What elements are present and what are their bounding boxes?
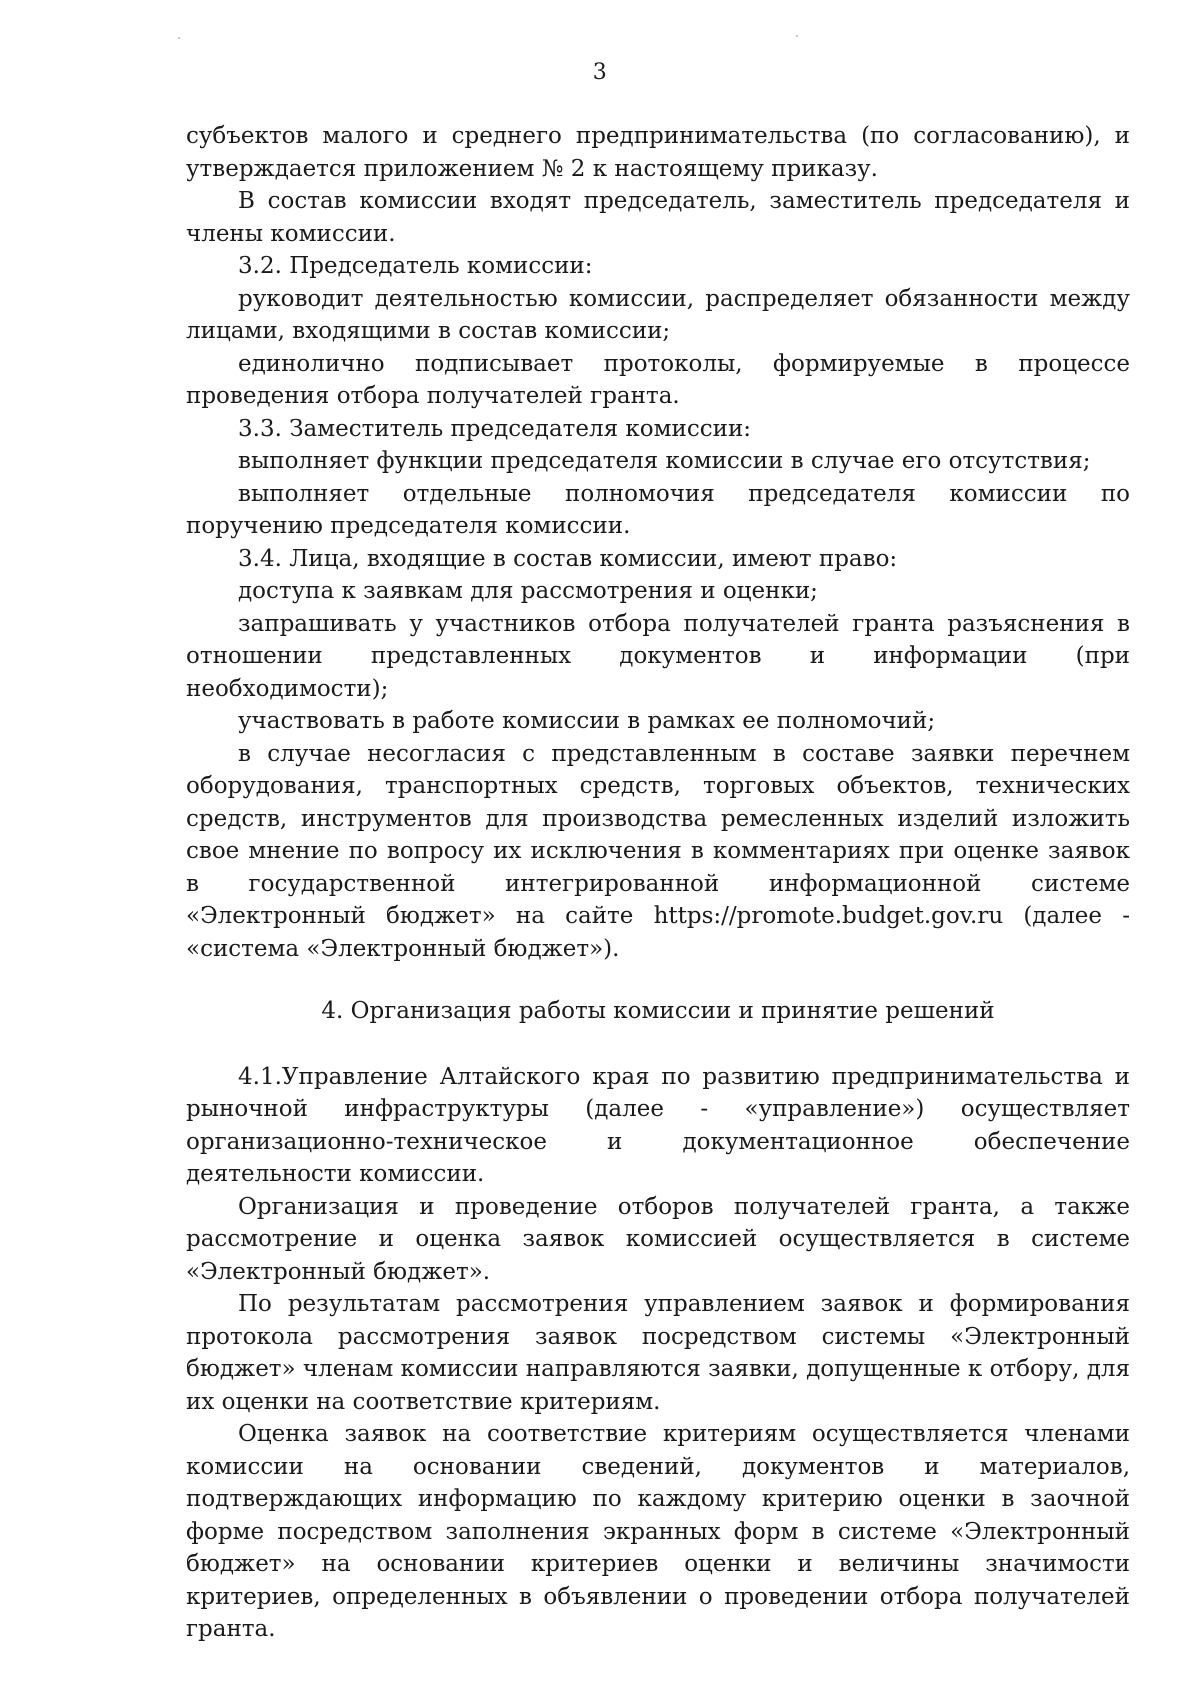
paragraph: доступа к заявкам для рассмотрения и оценки; bbox=[238, 578, 818, 604]
section-heading: 4. Организация работы комиссии и принятие решений bbox=[321, 998, 995, 1024]
clause-heading: 3.2. Председатель комиссии: bbox=[238, 253, 593, 279]
paragraph: субъектов малого и среднего предпринимательства (по согласованию), и утверждается приложением № 2 к настоящему приказу. bbox=[186, 123, 1130, 182]
scan-speck bbox=[178, 37, 180, 39]
paragraph: В состав комиссии входят председатель, заместитель председателя и члены комиссии. bbox=[186, 188, 1130, 247]
clause-heading: 3.3. Заместитель председателя комиссии: bbox=[238, 415, 752, 442]
paragraph: выполняет функции председателя комиссии в случае его отсутствия; bbox=[238, 448, 1091, 474]
paragraph: Организация и проведение отборов получателей гранта, а также рассмотрение и оценка заявок комиссией осуществляется в системе «Электронный бюджет». bbox=[186, 1193, 1130, 1285]
scan-speck bbox=[796, 35, 798, 37]
paragraph: в случае несогласия с представленным в составе заявки перечнем оборудования, транспортных средств, торговых объектов, технических средств, инструментов для производства ремесленных изделий изложить свое мнение по вопросу их исключения в комментариях при оценке заявок в государственной интегрированной информационной системе «Электронный бюджет» на сайте https://promote.budget.gov.ru (далее - «система «Электронный бюджет»). bbox=[186, 740, 1130, 962]
clause-heading: 3.4. Лица, входящие в состав комиссии, имеют право: bbox=[238, 545, 898, 572]
document-body bbox=[186, 120, 1130, 1646]
paragraph: выполняет отдельные полномочия председателя комиссии по поручению председателя комиссии. bbox=[186, 480, 1130, 539]
paragraph: Оценка заявок на соответствие критериям осуществляется членами комиссии на основании сведений, документов и материалов, подтверждающих информацию по каждому критерию оценки в заочной форме посредством заполнения экранных форм в системе «Электронный бюджет» на основании критериев оценки и величины значимости критериев, определенных в объявлении о проведении отбора получателей гранта. bbox=[186, 1421, 1130, 1642]
paragraph: 4.1.Управление Алтайского края по развитию предпринимательства и рыночной инфраструктуры (далее - «управление») осуществляет организационно-техническое и документационное обеспечение деятельности комиссии. bbox=[186, 1063, 1130, 1187]
paragraph: руководит деятельностью комиссии, распределяет обязанности между лицами, входящими в состав комиссии; bbox=[186, 285, 1130, 344]
paragraph: участвовать в работе комиссии в рамках ее полномочий; bbox=[238, 708, 936, 734]
page-number: 3 bbox=[592, 60, 608, 85]
paragraph: По результатам рассмотрения управлением заявок и формирования протокола рассмотрения заявок посредством системы «Электронный бюджет» членам комиссии направляются заявки, допущенные к отбору, для их оценки на соответствие критериям. bbox=[186, 1291, 1130, 1415]
paragraph: единолично подписывает протоколы, формируемые в процессе проведения отбора получателей гранта. bbox=[186, 350, 1130, 409]
paragraph: запрашивать у участников отбора получателей гранта разъяснения в отношении представленных документов и информации (при необходимости); bbox=[186, 610, 1130, 702]
